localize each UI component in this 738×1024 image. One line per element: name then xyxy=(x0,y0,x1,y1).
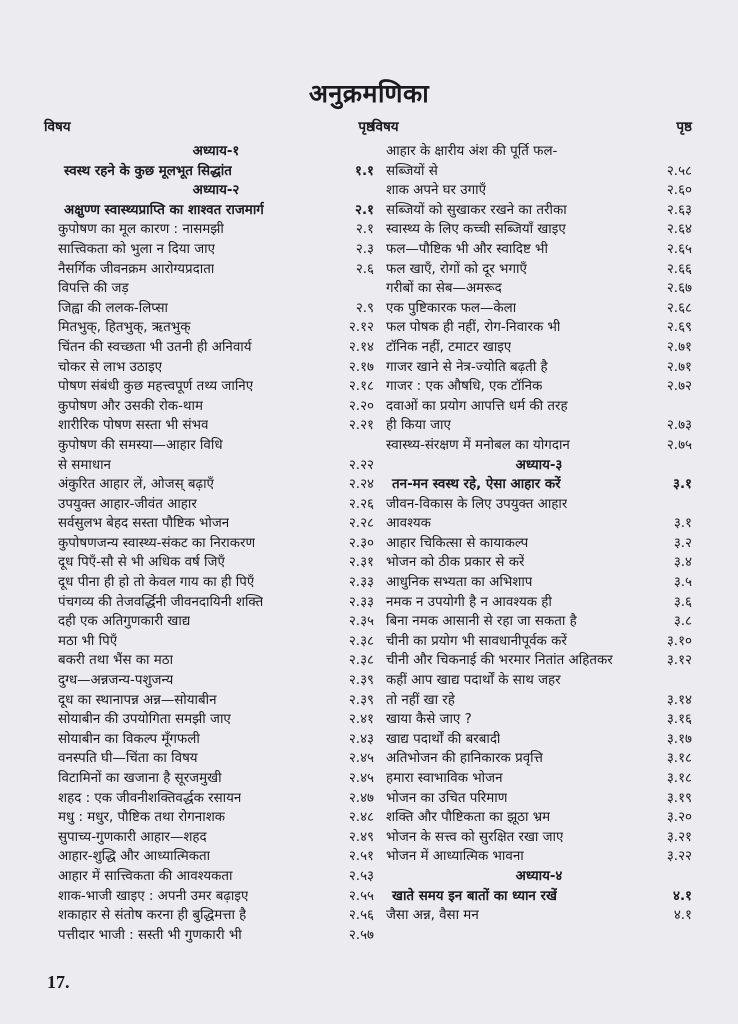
entry-page: २.७१ xyxy=(666,359,692,375)
toc-entry xyxy=(372,593,692,613)
entry-title: आहार में सात्त्विकता की आवश्यकता xyxy=(58,868,233,884)
toc-entry xyxy=(372,749,692,769)
toc-entry xyxy=(372,671,692,691)
entry-title: कुपोषण की समस्या—आहार विधि xyxy=(58,437,223,453)
toc-entry xyxy=(372,436,692,456)
toc-entry xyxy=(44,808,374,828)
toc-entry xyxy=(372,142,692,162)
entry-title: कुपोषणजन्य स्वास्थ्य-संकट का निराकरण xyxy=(58,535,256,551)
toc-list-right xyxy=(372,142,692,926)
entry-title: विपत्ति की जड़ xyxy=(58,281,129,297)
entry-title: अध्याय-३ xyxy=(515,457,563,473)
entry-page: २.४७ xyxy=(348,790,374,806)
entry-title: दूध पिएँ-सौ से भी अधिक वर्ष जिएँ xyxy=(58,555,225,571)
entry-title: भोजन के सत्त्व को सुरक्षित रखा जाए xyxy=(386,829,564,845)
entry-title: एक पुष्टिकारक फल—केला xyxy=(386,300,517,316)
entry-page: ३.२ xyxy=(673,535,692,551)
entry-page: २.३९ xyxy=(348,692,374,708)
entry-page: २.७३ xyxy=(666,418,692,434)
toc-entry xyxy=(372,416,692,436)
entry-title: अध्याय-२ xyxy=(192,183,240,199)
entry-title: जीवन-विकास के लिए उपयुक्त आहार xyxy=(386,496,568,512)
toc-entry xyxy=(44,279,374,299)
toc-entry xyxy=(372,710,692,730)
entry-page: २.२८ xyxy=(348,516,374,532)
entry-page: २.६ xyxy=(355,261,374,277)
entry-title: आहार चिकित्सा से कायाकल्प xyxy=(386,535,529,551)
entry-title: दही एक अतिगुणकारी खाद्य xyxy=(58,614,191,630)
entry-title: आहार के क्षारीय अंश की पूर्ति फल- xyxy=(386,144,558,159)
entry-title: गाजर खाने से नेत्र-ज्योति बढ़ती है xyxy=(386,359,548,375)
entry-title: अंकुरित आहार लें, ओजस् बढ़ाएँ xyxy=(58,477,214,493)
entry-page: २.६७ xyxy=(666,281,692,297)
entry-title: सात्त्विकता को भुला न दिया जाए xyxy=(58,241,216,257)
toc-entry xyxy=(44,593,374,613)
entry-page: २.६४ xyxy=(666,222,692,238)
entry-title: मधु : मधुर, पौष्टिक तथा रोगनाशक xyxy=(58,810,226,826)
entry-title: शकाहार से संतोष करना ही बुद्धिमत्ता है xyxy=(58,908,247,924)
entry-page: २.५७ xyxy=(348,927,374,943)
entry-page: २.३८ xyxy=(348,633,374,649)
entry-page: २.३० xyxy=(348,535,374,551)
entry-title: सुपाच्य-गुणकारी आहार—शहद xyxy=(58,829,207,845)
entry-title: पंचगव्य की तेजवर्द्धिनी जीवनदायिनी शक्ति xyxy=(58,594,264,610)
toc-entry xyxy=(372,495,692,515)
toc-entry xyxy=(372,181,692,201)
toc-entry xyxy=(44,749,374,769)
toc-entry xyxy=(44,769,374,789)
column-header xyxy=(372,116,692,142)
toc-entry xyxy=(44,299,374,319)
section-entry xyxy=(372,475,692,495)
entry-title: भोजन को ठीक प्रकार से करें xyxy=(386,555,525,571)
entry-title: आधुनिक सभ्यता का अभिशाप xyxy=(386,575,533,591)
toc-entry xyxy=(44,887,374,907)
entry-title: टॉनिक नहीं, टमाटर खाइए xyxy=(386,339,512,355)
entry-title: फल खाएँ, रोगों को दूर भगाएँ xyxy=(386,261,527,277)
entry-page: ३.१८ xyxy=(666,751,692,767)
entry-page: २.३३ xyxy=(348,575,374,591)
entry-page: ३.१७ xyxy=(666,731,692,747)
page-header: पृष्ठ xyxy=(358,119,374,135)
entry-page: २.१७ xyxy=(348,359,374,375)
entry-page: २.४३ xyxy=(348,731,374,747)
page-header: पृष्ठ xyxy=(676,119,692,135)
entry-page: २.६८ xyxy=(666,300,692,316)
toc-entry xyxy=(44,789,374,809)
entry-title: सब्जियों को सुखाकर रखने का तरीका xyxy=(386,202,567,218)
entry-page: ३.१ xyxy=(673,516,692,532)
entry-page: २.५३ xyxy=(348,868,374,884)
toc-column-right xyxy=(372,116,692,926)
toc-entry xyxy=(372,162,692,182)
toc-entry xyxy=(44,867,374,887)
entry-title: अक्षुण्ण स्वास्थ्यप्राप्ति का शाश्वत राजमार्ग xyxy=(64,202,264,218)
entry-page: २.१८ xyxy=(348,379,374,395)
entry-title: खाद्य पदार्थों की बरबादी xyxy=(386,731,501,747)
entry-title: शाक-भाजी खाइए : अपनी उमर बढ़ाइए xyxy=(58,888,249,904)
entry-page: २.२४ xyxy=(348,477,374,493)
toc-entry xyxy=(44,318,374,338)
entry-title: खाते समय इन बातों का ध्यान रखें xyxy=(392,888,557,904)
entry-page: २.३५ xyxy=(348,614,374,630)
toc-entry xyxy=(372,651,692,671)
entry-page: ३.१ xyxy=(672,477,692,493)
entry-page: ३.२० xyxy=(666,810,692,826)
entry-page: २.२६ xyxy=(348,496,374,512)
section-entry xyxy=(44,162,374,182)
toc-entry xyxy=(372,220,692,240)
entry-title: शारीरिक पोषण सस्ता भी संभव xyxy=(58,418,209,434)
toc-entry xyxy=(44,416,374,436)
entry-title: सोयाबीन का विकल्प मूँगफली xyxy=(58,731,200,747)
entry-page: २.३३ xyxy=(348,594,374,610)
entry-page: २.४५ xyxy=(348,771,374,786)
entry-page: २.३८ xyxy=(348,653,374,669)
entry-page: २.७५ xyxy=(666,437,692,453)
page-title: अनुक्रमणिका xyxy=(308,79,430,108)
toc-entry xyxy=(44,260,374,280)
entry-page: २.७२ xyxy=(666,379,692,395)
toc-entry xyxy=(372,279,692,299)
entry-page: ३.२२ xyxy=(666,849,692,865)
entry-page: ३.८ xyxy=(673,614,692,630)
entry-page: २.६५ xyxy=(666,241,692,257)
entry-page: २.६० xyxy=(666,183,692,199)
entry-title: आवश्यक xyxy=(386,516,431,532)
entry-page: २.५६ xyxy=(348,908,374,924)
entry-title: जैसा अन्न, वैसा मन xyxy=(386,908,479,924)
entry-title: चोकर से लाभ उठाइए xyxy=(58,359,163,375)
entry-title: खाया कैसे जाए ? xyxy=(386,712,472,728)
toc-entry xyxy=(44,730,374,750)
entry-title: गरीबों का सेब—अमरूद xyxy=(386,281,502,297)
entry-title: मितभुक्, हितभुक्, ऋतभुक् xyxy=(58,320,191,336)
entry-title: चिंतन की स्वच्छता भी उतनी ही अनिवार्य xyxy=(58,339,252,355)
entry-title: मठा भी पिएँ xyxy=(58,633,118,649)
entry-title: शाक अपने घर उगाएँ xyxy=(386,183,487,199)
entry-page: ३.६ xyxy=(673,594,692,610)
entry-title: दुग्ध—अन्नजन्य-पशुजन्य xyxy=(58,673,174,689)
toc-entry xyxy=(372,534,692,554)
entry-page: १.१ xyxy=(354,163,374,179)
subject-header: विषय xyxy=(44,119,71,135)
entry-page: ३.२१ xyxy=(666,829,692,845)
entry-page: २.१ xyxy=(355,222,374,238)
entry-page: ३.१८ xyxy=(666,771,692,786)
toc-entry xyxy=(44,358,374,378)
toc-entry xyxy=(44,553,374,573)
entry-title: बिना नमक आसानी से रहा जा सकता है xyxy=(386,614,577,630)
entry-page: २.५१ xyxy=(348,849,374,865)
toc-list-left xyxy=(44,142,374,945)
entry-title: चीनी और चिकनाई की भरमार नितांत अहितकर xyxy=(386,653,613,669)
entry-page: २.२१ xyxy=(348,418,374,434)
toc-entry xyxy=(44,926,374,946)
toc-entry xyxy=(372,769,692,789)
toc-entry xyxy=(372,730,692,750)
toc-entry xyxy=(372,358,692,378)
toc-entry xyxy=(44,514,374,534)
toc-entry xyxy=(372,377,692,397)
chapter-heading xyxy=(44,181,374,201)
entry-page: २.४८ xyxy=(348,810,374,826)
entry-title: स्वास्थ्य-संरक्षण में मनोबल का योगदान xyxy=(386,437,570,453)
toc-entry xyxy=(372,201,692,221)
entry-title: ही किया जाए xyxy=(386,418,451,434)
entry-title: चीनी का प्रयोग भी सावधानीपूर्वक करें xyxy=(386,633,567,649)
entry-title: से समाधान xyxy=(58,457,111,473)
toc-entry xyxy=(44,632,374,652)
toc-entry xyxy=(372,338,692,358)
toc-entry xyxy=(372,808,692,828)
toc-entry xyxy=(44,338,374,358)
toc-entry xyxy=(44,377,374,397)
entry-title: सोयाबीन की उपयोगिता समझी जाए xyxy=(58,712,231,728)
section-entry xyxy=(44,201,374,221)
entry-page: २.६६ xyxy=(666,261,692,277)
chapter-heading xyxy=(372,456,692,476)
chapter-heading xyxy=(372,867,692,887)
toc-entry xyxy=(372,318,692,338)
toc-entry xyxy=(44,691,374,711)
entry-page: २.२२ xyxy=(348,457,374,473)
entry-title: अतिभोजन की हानिकारक प्रवृत्ति xyxy=(386,751,543,767)
toc-entry xyxy=(372,847,692,867)
entry-title: दूध का स्थानापन्न अन्न—सोयाबीन xyxy=(58,692,217,708)
entry-page: २.१४ xyxy=(348,339,374,355)
entry-title: नमक न उपयोगी है न आवश्यक ही xyxy=(386,594,552,610)
toc-entry xyxy=(44,475,374,495)
toc-entry xyxy=(44,456,374,476)
toc-column-left xyxy=(44,116,374,945)
toc-entry xyxy=(44,397,374,417)
entry-title: हमारा स्वाभाविक भोजन xyxy=(386,771,503,786)
entry-page: ३.१० xyxy=(666,633,692,649)
entry-title: फल—पौष्टिक भी और स्वादिष्ट भी xyxy=(386,241,548,257)
entry-title: आहार-शुद्धि और आध्यात्मिकता xyxy=(58,849,211,865)
toc-entry xyxy=(372,789,692,809)
toc-entry xyxy=(44,828,374,848)
toc-entry xyxy=(44,495,374,515)
entry-title: दवाओं का प्रयोग आपत्ति धर्म की तरह xyxy=(386,398,568,414)
entry-page: २.४९ xyxy=(348,829,374,845)
entry-page: २.३९ xyxy=(348,673,374,689)
toc-entry xyxy=(372,612,692,632)
entry-page: २.४५ xyxy=(348,751,374,767)
entry-page: २.९ xyxy=(355,300,374,316)
entry-title: फल पोषक ही नहीं, रोग-निवारक भी xyxy=(386,320,561,336)
toc-entry xyxy=(372,260,692,280)
entry-title: जिह्वा की ललक-लिप्सा xyxy=(58,300,169,316)
entry-title: गाजर : एक औषधि, एक टॉनिक xyxy=(386,379,543,395)
entry-title: शक्ति और पौष्टिकता का झूठा भ्रम xyxy=(386,810,551,826)
entry-title: कुपोषण और उसकी रोक-थाम xyxy=(58,398,203,414)
entry-title: पत्तीदार भाजी : सस्ती भी गुणकारी भी xyxy=(58,927,242,943)
page-number: 17. xyxy=(47,972,70,992)
entry-title: बकरी तथा भैंस का मठा xyxy=(58,653,174,669)
entry-page: २.५८ xyxy=(666,163,692,179)
entry-title: नैसर्गिक जीवनक्रम आरोग्यप्रदाता xyxy=(58,261,215,277)
toc-entry xyxy=(44,710,374,730)
toc-entry xyxy=(372,691,692,711)
entry-title: भोजन का उचित परिमाण xyxy=(386,790,508,806)
entry-title: अध्याय-१ xyxy=(192,144,240,159)
toc-entry xyxy=(372,573,692,593)
entry-page: ३.१२ xyxy=(666,653,692,669)
toc-entry xyxy=(372,632,692,652)
subject-header: विषय xyxy=(372,119,399,135)
toc-entry xyxy=(372,553,692,573)
entry-title: सब्जियों से xyxy=(386,163,438,179)
entry-page: २.६९ xyxy=(666,320,692,336)
toc-entry xyxy=(372,240,692,260)
toc-entry xyxy=(44,240,374,260)
toc-entry xyxy=(44,847,374,867)
toc-entry xyxy=(44,220,374,240)
entry-title: उपयुक्त आहार-जीवंत आहार xyxy=(58,496,197,512)
entry-page: ४.१ xyxy=(673,908,692,924)
entry-page: २.५५ xyxy=(348,888,374,904)
toc-entry xyxy=(44,651,374,671)
entry-title: तो नहीं खा रहे xyxy=(386,692,455,708)
entry-page: २.४१ xyxy=(348,712,374,728)
entry-title: दूध पीना ही हो तो केवल गाय का ही पिएँ xyxy=(58,575,255,591)
toc-entry xyxy=(44,573,374,593)
toc-entry xyxy=(372,514,692,534)
entry-page: २.७१ xyxy=(666,339,692,355)
entry-title: सर्वसुलभ बेहद सस्ता पौष्टिक भोजन xyxy=(58,516,230,532)
section-entry xyxy=(372,887,692,907)
entry-page: ४.१ xyxy=(672,888,692,904)
toc-entry xyxy=(44,671,374,691)
toc-entry xyxy=(372,906,692,926)
entry-title: तन-मन स्वस्थ रहे, ऐसा आहार करें xyxy=(392,477,561,493)
entry-title: स्वस्थ रहने के कुछ मूलभूत सिद्धांत xyxy=(64,163,232,179)
entry-page: ३.१६ xyxy=(666,712,692,728)
toc-entry xyxy=(372,828,692,848)
entry-page: २.६३ xyxy=(666,202,692,218)
entry-page: २.२० xyxy=(348,398,374,414)
entry-page: २.३१ xyxy=(348,555,374,571)
entry-page: ३.५ xyxy=(673,575,692,591)
entry-title: शहद : एक जीवनीशक्तिवर्द्धक रसायन xyxy=(58,790,242,806)
entry-page: २.३ xyxy=(355,241,374,257)
entry-page: २.१२ xyxy=(348,320,374,336)
toc-entry xyxy=(44,612,374,632)
toc-entry xyxy=(44,906,374,926)
chapter-heading xyxy=(44,142,374,162)
entry-title: वनस्पति घी—चिंता का विषय xyxy=(58,751,198,767)
entry-page: ३.४ xyxy=(673,555,692,571)
entry-title: अध्याय-४ xyxy=(515,868,563,884)
entry-title: पोषण संबंधी कुछ महत्त्वपूर्ण तथ्य जानिए xyxy=(58,379,254,395)
entry-title: कहीं आप खाद्य पदार्थों के साथ जहर xyxy=(386,673,561,689)
toc-entry xyxy=(44,534,374,554)
toc-entry xyxy=(44,436,374,456)
entry-title: विटामिनों का खजाना है सूरजमुखी xyxy=(58,771,222,786)
entry-title: स्वास्थ्य के लिए कच्ची सब्जियाँ खाइए xyxy=(386,222,566,238)
entry-page: ३.१९ xyxy=(666,790,692,806)
entry-page: २.१ xyxy=(354,202,374,218)
toc-entry xyxy=(372,299,692,319)
entry-title: कुपोषण का मूल कारण : नासमझी xyxy=(58,222,224,238)
entry-title: भोजन में आध्यात्मिक भावना xyxy=(386,849,524,865)
toc-entry xyxy=(372,397,692,417)
column-header xyxy=(44,116,374,142)
entry-page: ३.१४ xyxy=(666,692,692,708)
